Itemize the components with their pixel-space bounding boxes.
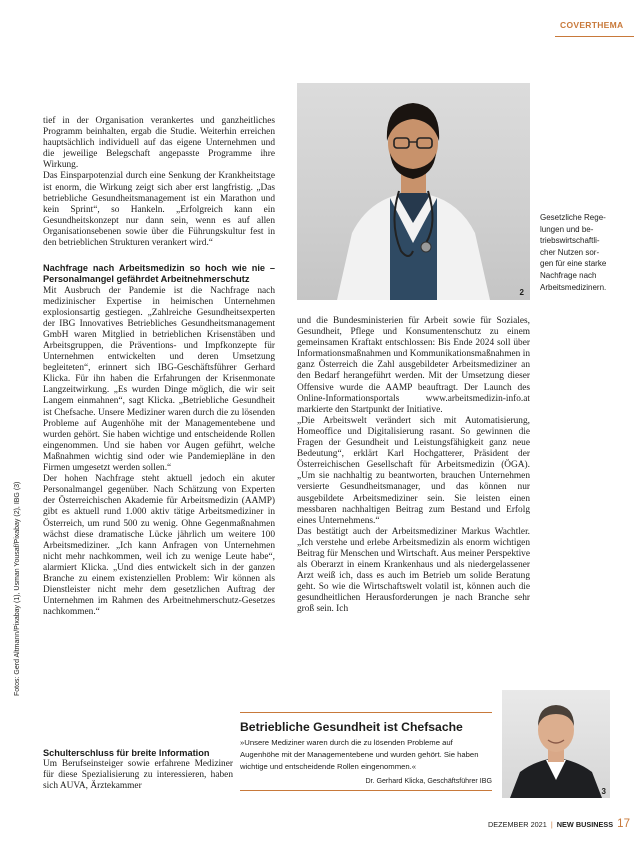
page-number: 17 bbox=[617, 818, 630, 830]
subheading: Schulterschluss für breite Information bbox=[43, 748, 210, 758]
quote-bottom-rule bbox=[240, 790, 492, 791]
doctor-photo bbox=[297, 83, 530, 300]
article-right-column bbox=[297, 316, 530, 616]
caption-line: Nachfrage nach bbox=[540, 270, 597, 280]
caption-line: Gesetzliche Rege- bbox=[540, 213, 606, 222]
caption-line: cher Nutzen sor- bbox=[540, 247, 600, 257]
quote-box bbox=[240, 712, 492, 791]
caption-line: gen für eine starke bbox=[540, 259, 607, 269]
caption-line: triebswirtschaftli- bbox=[540, 236, 600, 246]
paragraph: Das Einsparpotenzial durch eine Senkung der Krankheitstage ist enorm, die Wirkung zeigt sich aber erst langfristig. „Das betriebliche Gesundheitsmanagement ist ein Marathon und kein Sprint“, so Hankeln. „Erfolgreich kann ein Gesundheitskonzept nur dann sein, wenn es auf allen Organisationsebenen sowie über die Führungskultur fest in den betrieblichen Strukturen verankert wird.“ bbox=[43, 171, 275, 249]
magazine-name: NEW BUSINESS bbox=[556, 820, 614, 829]
section-label: COVERTHEMA bbox=[560, 20, 624, 30]
doctor-illustration bbox=[297, 83, 530, 300]
photo-credit: Fotos: Gerd Altmann/Pixabay (1), Usman Yousaf/Pixabay (2), IBG (3) bbox=[14, 481, 21, 696]
photo-number: 2 bbox=[519, 288, 524, 297]
portrait-illustration bbox=[502, 690, 610, 798]
paragraph: und die Bundesministerien für Arbeit sowie für Soziales, Gesundheit, Pflege und Konsumentenschutz zu einem gemeinsamen Kraftakt entschlossen: Bis Ende 2024 soll über Informationsmaßnahmen und Kommunikationsmaßnahmen in ganz Österreich die Zahl ausgebildeter Arbeitsmediziner an den Bedarf herangeführt werden. Mit der Umsetzung dieser Offensive wurde die AAMP beauftragt. Der Launch des Online-Informationsportals www.arbeitsmedizin-info.at markierte den Startpunkt der Initiative. bbox=[297, 316, 530, 415]
caption-line: lungen und be- bbox=[540, 224, 594, 234]
page-footer bbox=[488, 818, 630, 830]
quote-title: Betriebliche Gesundheit ist Chefsache bbox=[240, 720, 463, 734]
quote-top-rule bbox=[240, 712, 492, 713]
article-left-column bbox=[43, 116, 275, 618]
portrait-photo bbox=[502, 690, 610, 798]
photo-number: 3 bbox=[601, 787, 606, 796]
paragraph: Das bestätigt auch der Arbeitsmediziner Markus Wachtler. „Ich verstehe und erlebe Arbeitsmedizin als enorm wichtigen Beitrag für Menschen und Wirtschaft. Aus meiner Perspektive als Oberarzt in einem Krankenhaus und als niedergelassener Arzt weiß ich, dass es auch im Betrieb um solide Beratung geht. So wie die Wirtschaftswelt volatil ist, können auch die gesundheitlichen Herausforderungen je nach Branche sehr groß sein. Ich bbox=[297, 526, 530, 615]
caption-line: Arbeitsmedizinern. bbox=[540, 282, 607, 292]
article-left-column-bottom bbox=[43, 748, 233, 792]
paragraph: „Die Arbeitswelt verändert sich mit Automatisierung, Homeoffice und Digitalisierung rasant. So gewinnen die Fragen der Gesundheit und Leistungsfähigkeit ganz neue Bedeutung“, erklärt Karl Hochgatterer, Präsident der Österreichischen Gesellschaft für Arbeitsmedizin (ÖGA). „Um sie nachhaltig zu beantworten, brauchen Unternehmen versierte Gesundheitsmanager, und das können nur ausgebildete Arbeitsmediziner sein. Sie leisten einen messbaren nachhaltigen Beitrag zum Bestand und Erfolg eines Unternehmens.“ bbox=[297, 415, 530, 526]
paragraph: Um Berufseinsteiger sowie erfahrene Mediziner für diese Spezialisierung zu interessieren, haben sich AUVA, Ärztekammer bbox=[43, 759, 233, 792]
footer-separator: | bbox=[550, 820, 553, 829]
quote-text: »Unsere Mediziner waren durch die zu lösenden Probleme auf Augenhöhe mit der Managementebene und wurden gehört. Sie haben wichtige und entscheidende Rollen eingenommen.« bbox=[240, 738, 479, 771]
paragraph: Mit Ausbruch der Pandemie ist die Nachfrage nach medizinischer Expertise in heimischen Unternehmen explosionsartig gestiegen. „Zahlreiche Gesundheitsexperten der IBG Innovatives Betriebliches Gesundheitsmanagement GmbH waren Mitglied in betrieblichen Krisenstäben und Arbeitsgruppen, die Präventions- und Impfkonzepte für Unternehmen entwickelten und deren Umsetzung begleiteten“, erinnert sich IBG-Geschäftsführer Gerhard Klicka. Für ihn haben die Erfahrungen der Krisenmonate Langzeitwirkung. „Es wurden Dinge möglich, die wir seit Langem einmahnen“, sagt Klicka. „Betriebliche Gesundheit ist Chefsache. Unsere Mediziner waren durch die zu lösenden Probleme auf Augenhöhe mit der Managementebene und wurden gehört. Sie haben wichtige und entscheidende Rollen eingenommen. Und sie haben vor Augen geführt, welche Maßnahmen wichtig sind oder wie Pandemiepläne in den Firmen umgesetzt werden sollen.“ bbox=[43, 285, 275, 474]
paragraph: tief in der Organisation verankertes und ganzheitliches Programm beinhalten, ergab die Studie. Weiterhin erreichen hauptsächlich individuell auf das eigene Unternehmen und die jeweilige Belegschaft angepasste Programme ihre Wirkung. bbox=[43, 116, 275, 171]
quote-author: Dr. Gerhard Klicka, Geschäftsführer IBG bbox=[365, 777, 492, 785]
photo-caption bbox=[540, 212, 620, 293]
issue-date: DEZEMBER 2021 bbox=[488, 820, 547, 829]
section-rule bbox=[555, 36, 634, 37]
subheading: Nachfrage nach Arbeitsmedizin so hoch wie nie – Personalmangel gefährdet Arbeitnehmerschutz bbox=[43, 263, 275, 285]
paragraph: Der hohen Nachfrage steht aktuell jedoch ein akuter Personalmangel gegenüber. Nach Schätzung von Experten der Österreichischen Akademie für Arbeitsmedizin (AAMP) gibt es aktuell rund 1.000 aktiv tätige Arbeitsmediziner in Österreich, um rund 500 zu wenig. Ohne Gegenmaßnahmen wächst diese dramatische Lücke jährlich um weitere 100 Arbeitsmediziner. „Ich kann Anfragen von Unternehmen nicht mehr nachkommen, weil ich zu wenige Leute habe“, alarmiert Klicka. „Und dies entwickelt sich in der ganzen Branche zu einem existenziellen Problem: Wir können als Dienstleister nicht mehr dem gesetzlichen Auftrag der Unternehmen im Rahmen des Arbeitnehmerschutz-Gesetzes nachkommen.“ bbox=[43, 474, 275, 618]
